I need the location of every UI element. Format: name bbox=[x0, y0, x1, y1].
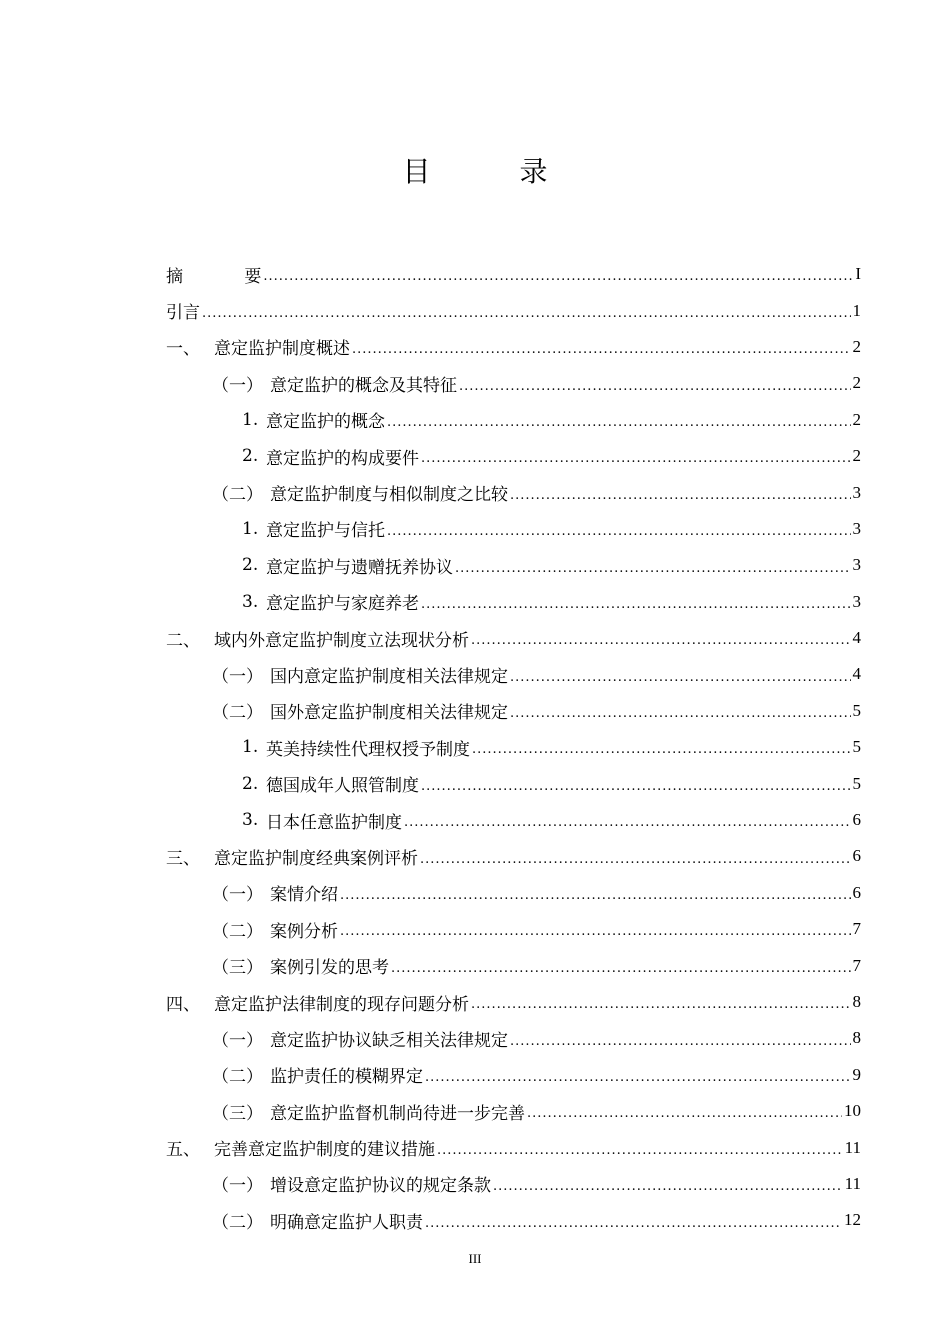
toc-entry-label: 案例引发的思考 bbox=[270, 958, 389, 979]
dot-leader bbox=[510, 1030, 851, 1048]
toc-entry-number: （一） bbox=[212, 885, 263, 906]
toc-entry-label: 意定监护与遗赠抚养协议 bbox=[266, 557, 453, 578]
toc-entry-page: 3 bbox=[852, 518, 861, 538]
dot-leader bbox=[421, 593, 851, 611]
toc-entry[interactable] bbox=[166, 729, 861, 765]
toc-entry-number: （二） bbox=[212, 1067, 263, 1088]
dot-leader bbox=[527, 1102, 842, 1120]
toc-entry-label: 英美持续性代理权授予制度 bbox=[266, 739, 470, 760]
toc-entry[interactable] bbox=[166, 584, 861, 620]
toc-entry-number: （二） bbox=[212, 703, 263, 724]
toc-entry-number: 2. bbox=[242, 555, 259, 576]
toc-entry-number: 五、 bbox=[166, 1140, 200, 1161]
toc-entry-page: 2 bbox=[852, 409, 861, 429]
dot-leader bbox=[421, 447, 851, 465]
toc-entry-label: 引言 bbox=[166, 303, 200, 324]
toc-entry[interactable] bbox=[166, 438, 861, 474]
toc-entry-label: 意定监护制度与相似制度之比较 bbox=[270, 485, 508, 506]
toc-entry-page: 1 bbox=[852, 300, 861, 320]
toc-entry-page: 2 bbox=[852, 373, 861, 393]
page-number-footer: III bbox=[468, 1251, 482, 1266]
toc-entry-page: 4 bbox=[852, 664, 861, 684]
toc-entry-label: 意定监护的构成要件 bbox=[266, 448, 419, 469]
dot-leader bbox=[437, 1139, 843, 1157]
dot-leader bbox=[387, 520, 851, 538]
toc-entry-label: 意定监护法律制度的现存问题分析 bbox=[214, 994, 469, 1015]
toc-entry-label: 意定监护协议缺乏相关法律规定 bbox=[270, 1030, 508, 1051]
toc-entry[interactable] bbox=[166, 947, 861, 983]
toc-entry[interactable] bbox=[166, 765, 861, 801]
toc-entry-page: 9 bbox=[852, 1064, 861, 1084]
dot-leader bbox=[263, 265, 853, 283]
toc-entry-number: 3. bbox=[242, 810, 259, 831]
toc-entry[interactable] bbox=[166, 1166, 861, 1202]
dot-leader bbox=[391, 957, 851, 975]
toc-entry[interactable] bbox=[166, 693, 861, 729]
toc-entry-page: 3 bbox=[852, 591, 861, 611]
toc-entry-number: （二） bbox=[212, 1212, 263, 1233]
toc-entry[interactable] bbox=[166, 256, 861, 292]
toc-entry-page: 7 bbox=[852, 955, 861, 975]
toc-entry-number: 二、 bbox=[166, 630, 200, 651]
toc-entry-number: （二） bbox=[212, 485, 263, 506]
toc-entry[interactable] bbox=[166, 547, 861, 583]
toc-entry-label: 域内外意定监护制度立法现状分析 bbox=[214, 630, 469, 651]
toc-entry-page: I bbox=[855, 264, 861, 284]
dot-leader bbox=[420, 848, 851, 866]
dot-leader bbox=[471, 993, 851, 1011]
toc-entry[interactable] bbox=[166, 1202, 861, 1238]
dot-leader bbox=[510, 484, 851, 502]
dot-leader bbox=[421, 775, 851, 793]
toc-entry-page: 11 bbox=[844, 1137, 861, 1157]
toc-entry[interactable] bbox=[166, 802, 861, 838]
toc-entry[interactable] bbox=[166, 984, 861, 1020]
toc-entry-number: （一） bbox=[212, 375, 263, 396]
toc-entry-number: （二） bbox=[212, 921, 263, 942]
dot-leader bbox=[425, 1066, 851, 1084]
toc-entry-page: 10 bbox=[844, 1101, 861, 1121]
toc-entry-label: 摘 要 bbox=[166, 266, 290, 287]
toc-entry-label: 意定监护的概念 bbox=[266, 412, 385, 433]
toc-entry[interactable] bbox=[166, 620, 861, 656]
toc-entry-number: （一） bbox=[212, 1030, 263, 1051]
dot-leader bbox=[340, 884, 851, 902]
toc-entry-label: 意定监护制度概述 bbox=[214, 339, 350, 360]
toc-entry-number: 1. bbox=[242, 737, 259, 758]
toc-entry-label: 明确意定监护人职责 bbox=[270, 1212, 423, 1233]
toc-entry-number: 一、 bbox=[166, 339, 200, 360]
toc-entry-label: 增设意定监护协议的规定条款 bbox=[270, 1176, 491, 1197]
toc-entry-number: 3. bbox=[242, 591, 259, 612]
toc-entry-label: 完善意定监护制度的建议措施 bbox=[214, 1140, 435, 1161]
toc-entry-page: 8 bbox=[852, 1028, 861, 1048]
toc-entry-label: 国外意定监护制度相关法律规定 bbox=[270, 703, 508, 724]
toc-entry-page: 6 bbox=[852, 810, 861, 830]
toc-entry-page: 6 bbox=[852, 846, 861, 866]
toc-entry[interactable] bbox=[166, 911, 861, 947]
toc-entry-page: 3 bbox=[852, 555, 861, 575]
toc-entry-number: 四、 bbox=[166, 994, 200, 1015]
dot-leader bbox=[202, 302, 851, 320]
toc-entry[interactable] bbox=[166, 292, 861, 328]
toc-title: 目 录 bbox=[402, 155, 588, 188]
toc-entry-page: 4 bbox=[852, 628, 861, 648]
toc-entry[interactable] bbox=[166, 1020, 861, 1056]
toc-entry-number: （三） bbox=[212, 958, 263, 979]
dot-leader bbox=[340, 920, 851, 938]
toc-entry-label: 日本任意监护制度 bbox=[266, 812, 402, 833]
dot-leader bbox=[404, 811, 851, 829]
dot-leader bbox=[510, 666, 851, 684]
toc-entry-label: 监护责任的模糊界定 bbox=[270, 1067, 423, 1088]
toc-entry-page: 6 bbox=[852, 882, 861, 902]
toc-entry-number: 2. bbox=[242, 773, 259, 794]
toc-entry[interactable] bbox=[166, 329, 861, 365]
toc-entry-number: （三） bbox=[212, 1103, 263, 1124]
dot-leader bbox=[425, 1212, 842, 1230]
toc-entry-number: 1. bbox=[242, 518, 259, 539]
toc-entry[interactable] bbox=[166, 511, 861, 547]
toc-entry-label: 案情介绍 bbox=[270, 885, 338, 906]
toc-entry[interactable] bbox=[166, 1129, 861, 1165]
toc-entry-label: 意定监护制度经典案例评析 bbox=[214, 848, 418, 869]
toc-entry-label: 意定监护的概念及其特征 bbox=[270, 375, 457, 396]
dot-leader bbox=[472, 738, 851, 756]
toc-entry[interactable] bbox=[166, 1057, 861, 1093]
toc-entry-number: 1. bbox=[242, 409, 259, 430]
toc-entry-page: 5 bbox=[852, 737, 861, 757]
toc-entry[interactable] bbox=[166, 656, 861, 692]
toc-entry[interactable] bbox=[166, 365, 861, 401]
toc-entry-page: 5 bbox=[852, 700, 861, 720]
toc-entry-label: 意定监护监督机制尚待进一步完善 bbox=[270, 1103, 525, 1124]
dot-leader bbox=[459, 375, 851, 393]
toc-entry-page: 2 bbox=[852, 446, 861, 466]
dot-leader bbox=[352, 338, 851, 356]
toc-entry-page: 7 bbox=[852, 919, 861, 939]
toc-entry[interactable] bbox=[166, 875, 861, 911]
toc-entry-page: 8 bbox=[852, 992, 861, 1011]
dot-leader bbox=[493, 1175, 843, 1193]
table-of-contents bbox=[166, 256, 861, 1239]
toc-entry-number: （一） bbox=[212, 1176, 263, 1197]
toc-entry-number: 三、 bbox=[166, 848, 200, 869]
toc-entry[interactable] bbox=[166, 1093, 861, 1129]
toc-entry[interactable] bbox=[166, 474, 861, 510]
toc-entry-label: 国内意定监护制度相关法律规定 bbox=[270, 666, 508, 687]
toc-entry-page: 2 bbox=[852, 336, 861, 356]
dot-leader bbox=[510, 702, 851, 720]
dot-leader bbox=[455, 557, 851, 575]
toc-entry-page: 3 bbox=[852, 482, 861, 502]
toc-entry-number: （一） bbox=[212, 666, 263, 687]
toc-entry-label: 意定监护与家庭养老 bbox=[266, 594, 419, 615]
toc-entry[interactable] bbox=[166, 402, 861, 438]
toc-entry-label: 案例分析 bbox=[270, 921, 338, 942]
toc-entry-page: 5 bbox=[852, 773, 861, 793]
toc-entry-page: 12 bbox=[844, 1210, 861, 1230]
dot-leader bbox=[387, 411, 851, 429]
toc-entry-page: 11 bbox=[844, 1173, 861, 1193]
toc-entry-label: 意定监护与信托 bbox=[266, 521, 385, 542]
toc-entry-label: 德国成年人照管制度 bbox=[266, 776, 419, 797]
toc-entry-number: 2. bbox=[242, 446, 259, 467]
dot-leader bbox=[471, 629, 851, 647]
toc-entry[interactable] bbox=[166, 838, 861, 874]
